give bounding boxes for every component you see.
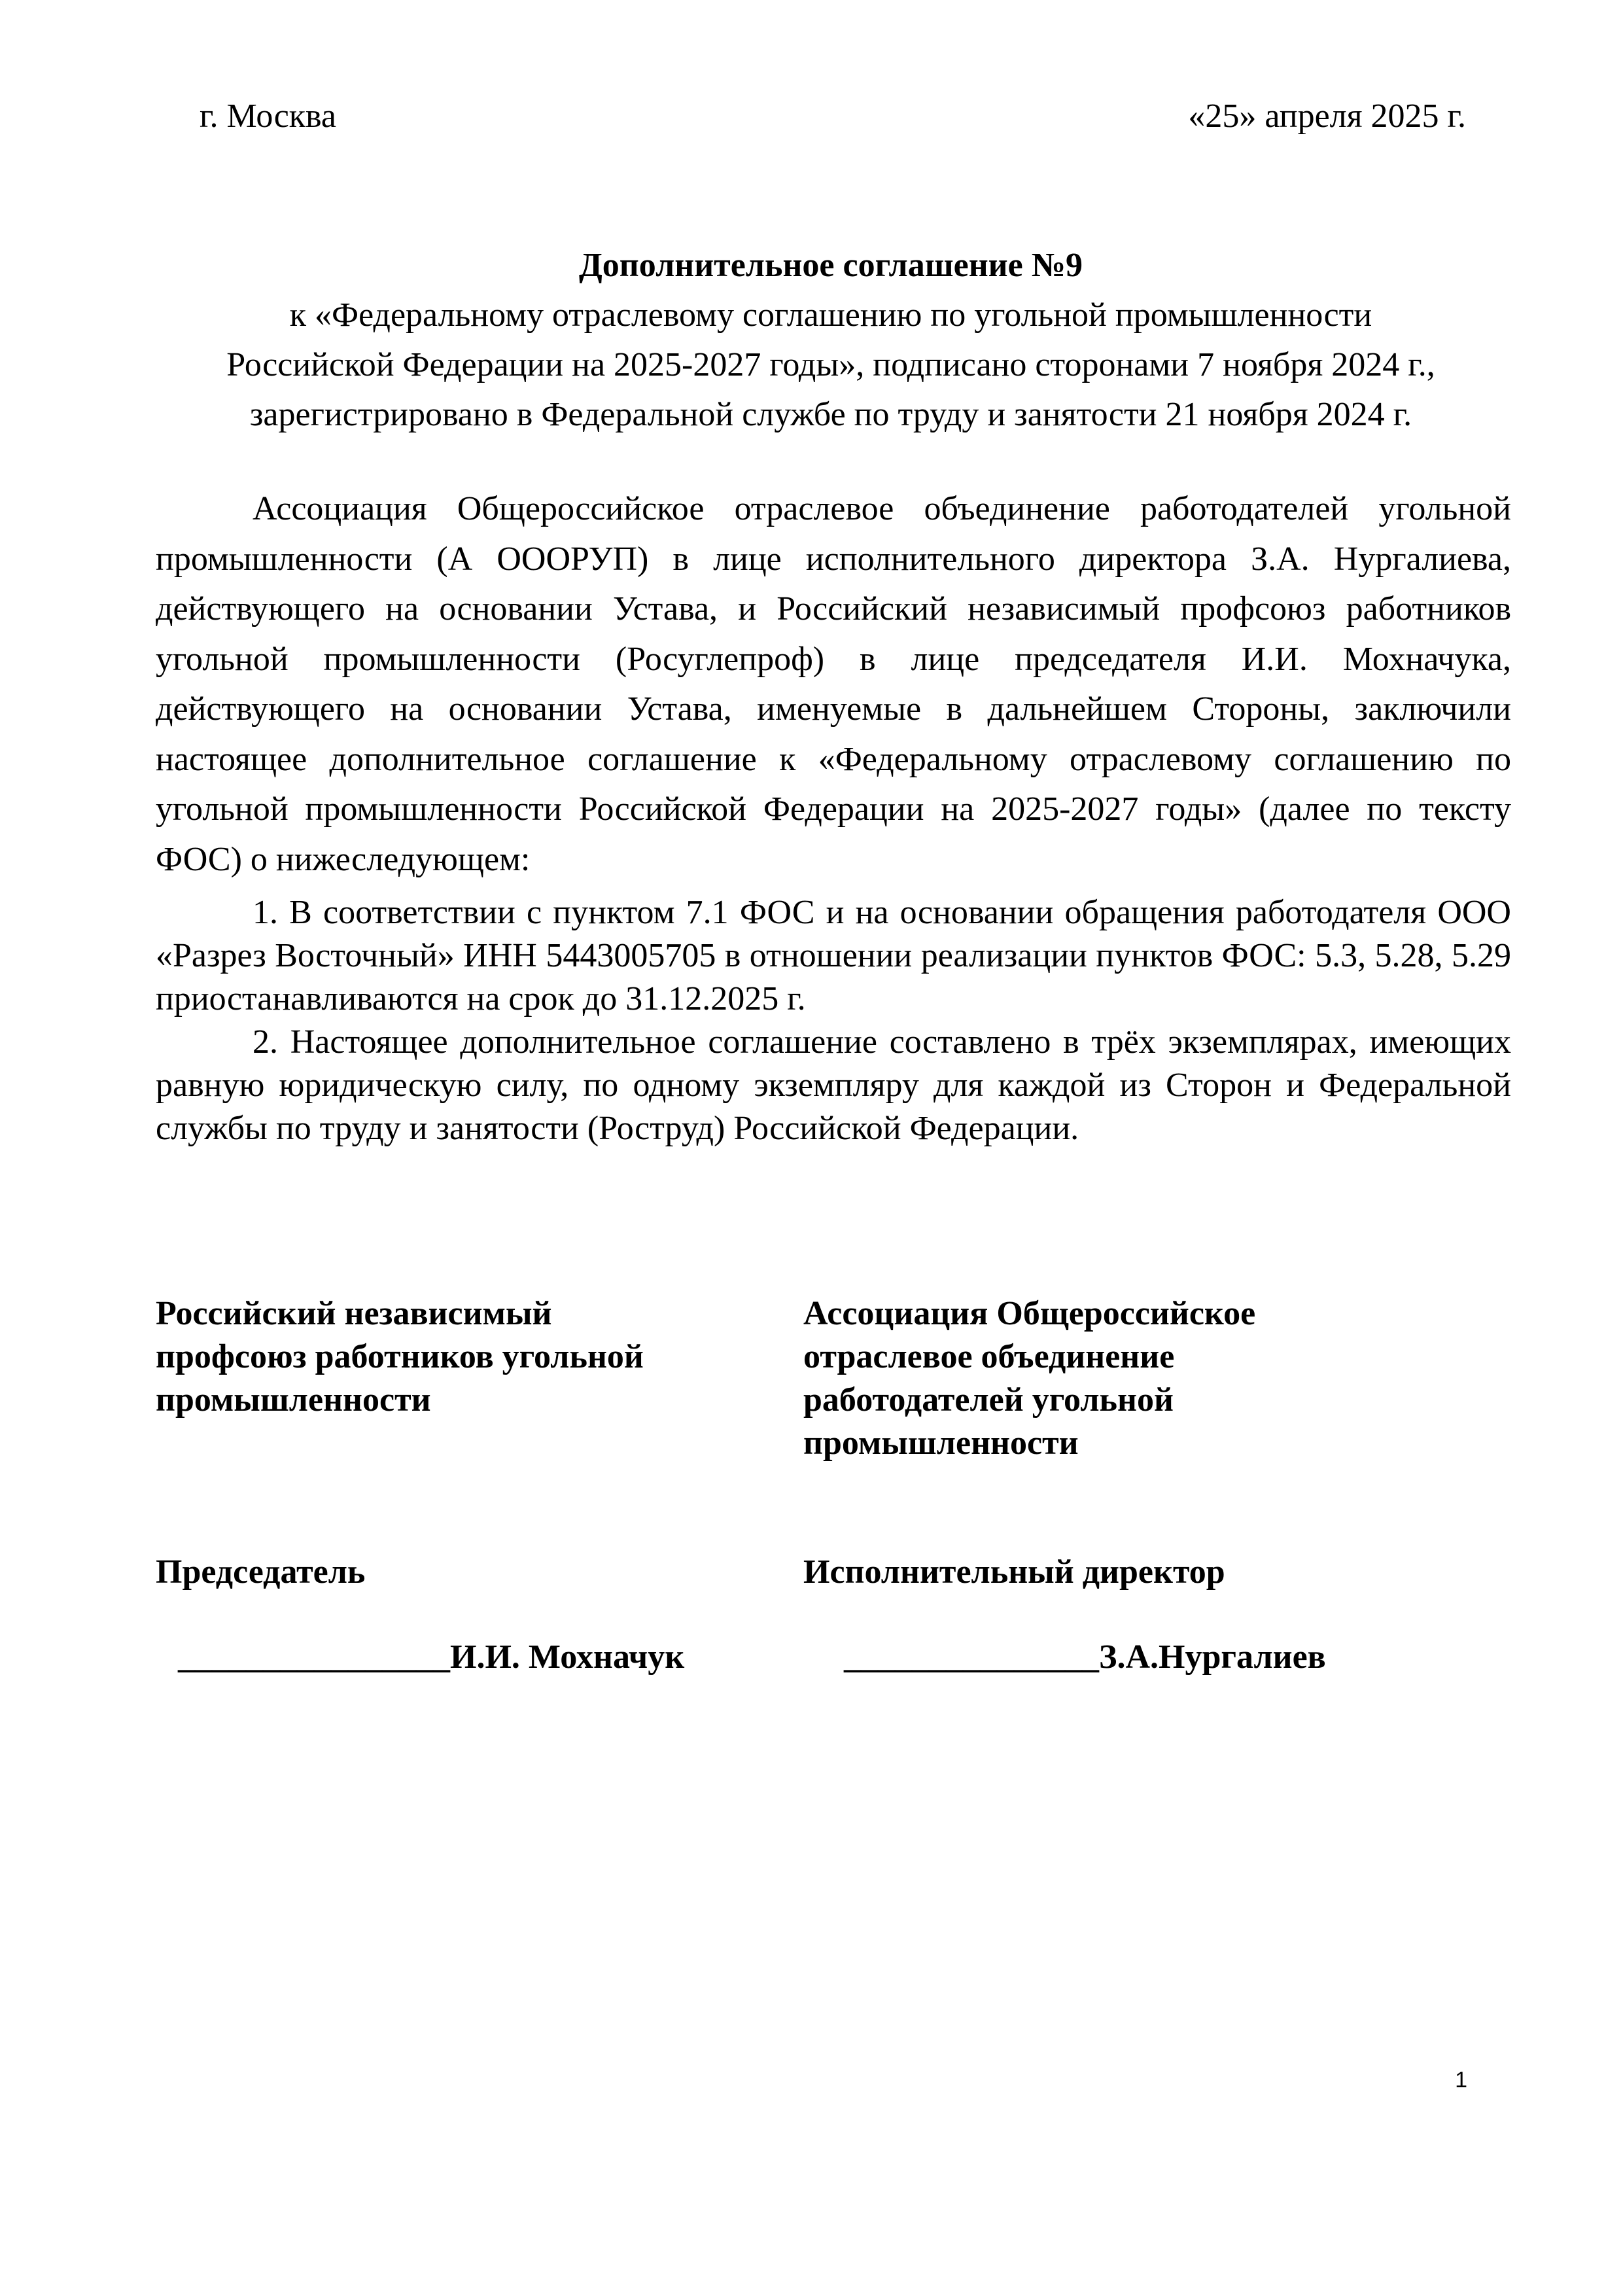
title-line-2: Российской Федерации на 2025-2027 годы», подписано сторонами 7 ноября 2024 г., <box>226 346 1435 383</box>
right-signature-blank: _______________ <box>844 1638 1099 1676</box>
left-signature-blank: ________________ <box>178 1638 450 1676</box>
clause-2: 2. Настоящее дополнительное соглашение составлено в трёх экземплярах, имеющих равную юридическую силу, по одному экземпляру для каждой из Сторон и Федеральной службы по труду и занятости (Роструд) Российской Федерации. <box>156 1023 1511 1147</box>
right-party-name <box>803 1292 1255 1465</box>
city: г. Москва <box>200 97 336 135</box>
right-party-line: отраслевое объединение <box>803 1338 1175 1375</box>
document-title: Дополнительное соглашение №9 <box>579 247 1083 284</box>
right-signatory-role: Исполнительный директор <box>803 1553 1225 1591</box>
right-party-line: работодателей угольной <box>803 1381 1174 1419</box>
left-party-line: Российский независимый <box>156 1295 552 1332</box>
left-party-line: профсоюз работников угольной <box>156 1338 644 1375</box>
clause-1: 1. В соответствии с пунктом 7.1 ФОС и на основании обращения работодателя ООО «Разрез Восточный» ИНН 5443005705 в отношении реализации пунктов ФОС: 5.3, 5.28, 5.29 приостанавливаются на срок до 31.12.2025 г. <box>156 894 1511 1017</box>
document-body <box>156 484 1511 1150</box>
left-signature-line <box>178 1636 684 1679</box>
left-signatory-name: И.И. Мохначук <box>450 1638 685 1676</box>
document-title-block <box>150 241 1511 440</box>
right-party-line: промышленности <box>803 1424 1079 1462</box>
title-line-3: зарегистрировано в Федеральной службе по труду и занятости 21 ноября 2024 г. <box>249 396 1412 433</box>
left-party-name <box>156 1292 644 1422</box>
right-signatory-name: З.А.Нургалиев <box>1099 1638 1326 1676</box>
left-party-line: промышленности <box>156 1381 431 1419</box>
document-date: «25» апреля 2025 г. <box>1188 97 1466 135</box>
left-signatory-role: Председатель <box>156 1553 366 1591</box>
title-line-1: к «Федеральному отраслевому соглашению по угольной промышленности <box>289 296 1372 334</box>
intro-paragraph: Ассоциация Общероссийское отраслевое объединение работодателей угольной промышленности (А ОООРУП) в лице исполнительного директора З.А. Нургалиева, действующего на основании Устава, и Российский независимый профсоюз работников угольной промышленности (Росуглепроф) в лице председателя И.И. Мохначука, действующего на основании Устава, именуемые в дальнейшем Стороны, заключили настоящее дополнительное соглашение к «Федеральному отраслевому соглашению по угольной промышленности Российской Федерации на 2025-2027 годы» (далее по тексту ФОС) о нижеследующем: <box>156 490 1511 878</box>
right-party-line: Ассоциация Общероссийское <box>803 1295 1256 1332</box>
right-signature-line <box>844 1636 1326 1679</box>
page-number: 1 <box>1455 2068 1467 2093</box>
